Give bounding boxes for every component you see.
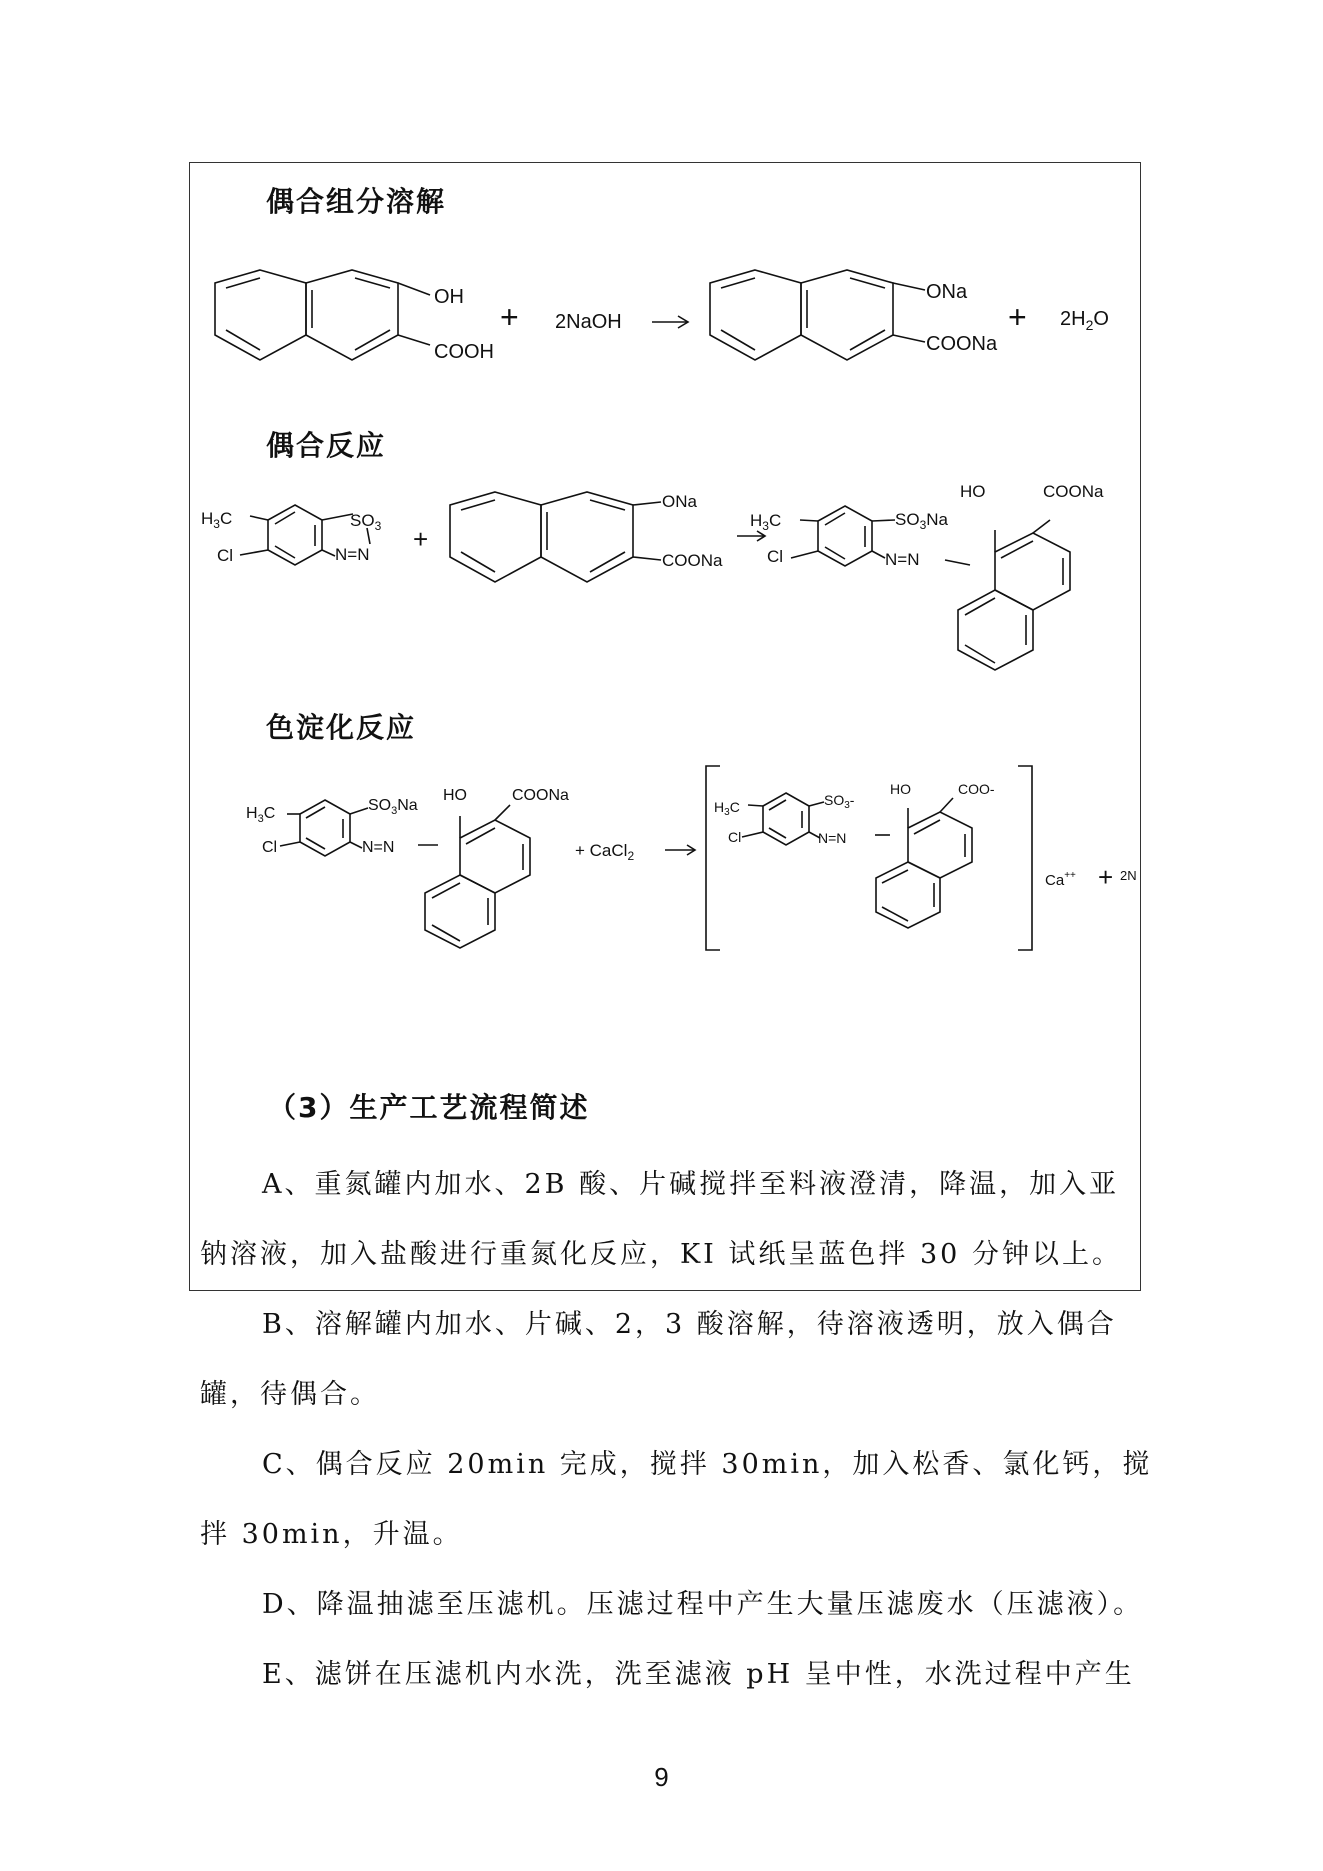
paragraph-line: 拌 30min，升温。 bbox=[200, 1519, 463, 1550]
azo-product-structure bbox=[791, 506, 1070, 670]
ho-label: HO bbox=[443, 787, 467, 804]
plus-sign: + bbox=[413, 524, 429, 554]
heading-dissolve: 偶合组分溶解 bbox=[266, 185, 447, 218]
product-nn-label: N=N bbox=[885, 550, 920, 569]
paragraph-line: A、重氮罐内加水、2B 酸、片碱搅拌至料液澄清，降温，加入亚 bbox=[262, 1169, 1120, 1200]
page-number: 9 bbox=[654, 1762, 669, 1792]
paragraph-line: C、偶合反应 20min 完成，搅拌 30min，加入松香、氯化钙，搅 bbox=[262, 1449, 1153, 1480]
reaction-arrow bbox=[652, 316, 688, 328]
plus-sign: + bbox=[500, 299, 519, 335]
coona-label: COONa bbox=[926, 333, 998, 355]
ona-label: ONa bbox=[662, 492, 697, 511]
product-coona-label: COONa bbox=[1043, 482, 1104, 501]
nn-label: N=N bbox=[335, 545, 370, 564]
left-bracket bbox=[706, 766, 720, 950]
calcium-lake-structure bbox=[742, 793, 972, 928]
cut-off-label: 2N bbox=[1120, 868, 1137, 883]
reaction-lake bbox=[240, 760, 1140, 960]
paragraph-line: 钠溶液，加入盐酸进行重氮化反应，KI 试纸呈蓝色拌 30 分钟以上。 bbox=[200, 1239, 1122, 1270]
paragraph-line: 罐，待偶合。 bbox=[200, 1379, 380, 1410]
product-ho-label: HO bbox=[890, 781, 911, 797]
plus-sign: + bbox=[1098, 862, 1114, 892]
methyl-label: $H_3C$ bbox=[246, 805, 276, 825]
paragraph-line: B、溶解罐内加水、片碱、2，3 酸溶解，待溶液透明，放入偶合 bbox=[262, 1309, 1117, 1340]
section-title: （3）生产工艺流程简述 bbox=[268, 1091, 590, 1124]
cooh-label: COOH bbox=[434, 341, 494, 363]
product-so3na-label: $SO_3Na$ bbox=[895, 510, 948, 532]
product-nn-label: N=N bbox=[818, 830, 847, 846]
water-label: $2H_2O$ bbox=[1060, 308, 1109, 333]
heading-coupling: 偶合反应 bbox=[266, 429, 387, 462]
chloro-label: Cl bbox=[262, 839, 278, 856]
product-so3-label: $SO_3-$ bbox=[824, 792, 855, 811]
calcium-label: Ca++ bbox=[1045, 870, 1076, 889]
naoh-label: 2NaOH bbox=[555, 311, 622, 333]
product-ho-label: HO bbox=[960, 482, 986, 501]
paragraph-line: D、降温抽滤至压滤机。压滤过程中产生大量压滤废水（压滤液）。 bbox=[262, 1589, 1144, 1620]
reaction-arrow bbox=[665, 845, 695, 855]
right-bracket bbox=[1018, 766, 1032, 950]
sodium-salt-structure bbox=[710, 270, 925, 360]
oh-label: OH bbox=[434, 286, 464, 308]
coona-label: COONa bbox=[512, 787, 569, 804]
naphthol-salt-structure bbox=[450, 492, 661, 582]
reaction-coupling bbox=[195, 470, 1135, 680]
chloro-label: Cl bbox=[217, 546, 234, 565]
product-coo-label: COO- bbox=[958, 781, 995, 797]
product-chloro-label: Cl bbox=[767, 547, 784, 566]
naphthol-acid-structure bbox=[215, 270, 430, 360]
heading-lake: 色淀化反应 bbox=[266, 711, 417, 744]
reaction-dissolve bbox=[200, 250, 1130, 410]
coona-label: COONa bbox=[662, 551, 723, 570]
product-chloro-label: Cl bbox=[728, 829, 742, 845]
product-methyl-label: $H_3C$ bbox=[750, 511, 782, 533]
plus-sign: + bbox=[1008, 299, 1027, 335]
paragraph-line: E、滤饼在压滤机内水洗，洗至滤液 pH 呈中性，水洗过程中产生 bbox=[262, 1659, 1135, 1690]
reaction-arrow bbox=[737, 531, 765, 541]
cacl2-label: + CaCl$_2$ bbox=[575, 841, 635, 863]
product-methyl-label: $H_3C$ bbox=[714, 799, 740, 818]
so3-label: $SO_3$ bbox=[350, 511, 382, 533]
methyl-label: $H_3C$ bbox=[201, 509, 233, 531]
nn-label: N=N bbox=[362, 839, 395, 856]
reactant-azo-structure bbox=[280, 800, 530, 948]
so3na-label: $SO_3Na$ bbox=[368, 797, 418, 817]
ona-label: ONa bbox=[926, 281, 968, 303]
